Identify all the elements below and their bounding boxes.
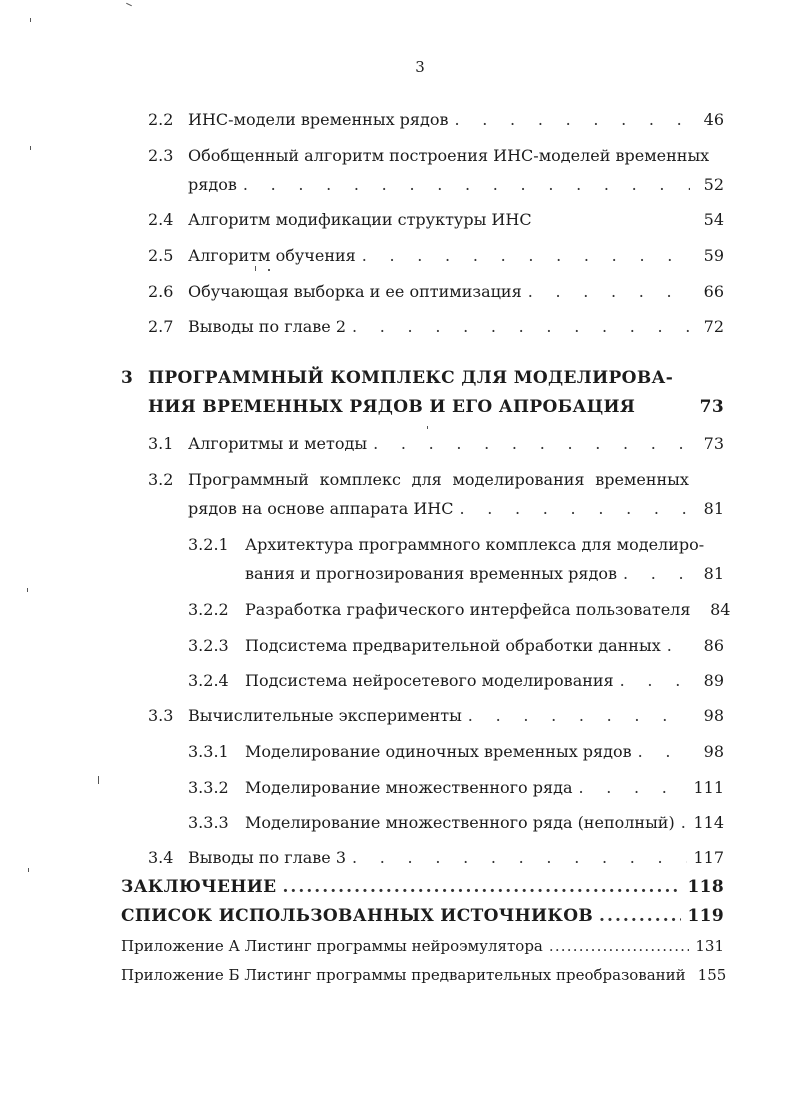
subsection-title: Моделирование множественного ряда — [245, 778, 573, 797]
toc-references[interactable] — [121, 906, 724, 926]
section-title-line2: рядов на основе аппарата ИНС — [188, 499, 454, 518]
toc-entry-2-7[interactable] — [148, 317, 724, 336]
toc-conclusion[interactable] — [121, 877, 724, 897]
section-title: Вычислительные эксперименты — [188, 706, 462, 725]
subsection-title: Подсистема нейросетевого моделирования — [245, 671, 614, 690]
dot-leader — [578, 778, 687, 797]
section-title: Алгоритмы и методы — [188, 434, 368, 453]
page-number: 3 — [415, 58, 425, 76]
section-title: ИНС-модели временных рядов — [188, 110, 449, 129]
scan-speck — [28, 868, 29, 872]
dot-leader — [352, 848, 687, 867]
section-title-line1: Программный комплекс для моделирования временных — [188, 470, 689, 489]
subsection-title-line1: Архитектура программного комплекса для моделиро- — [245, 535, 705, 554]
dot-leader — [599, 906, 681, 926]
page-ref: 84 — [710, 600, 731, 619]
subsection-number: 3.2.4 — [188, 671, 229, 690]
page-ref: 81 — [703, 499, 724, 518]
toc-entry-3-2-2[interactable] — [188, 600, 731, 619]
section-title: Выводы по главе 2 — [188, 317, 347, 336]
page-ref: 81 — [703, 564, 724, 583]
toc-entry-3-3-1[interactable] — [188, 742, 724, 761]
toc-entry-2-5[interactable] — [148, 246, 724, 265]
subsection-number: 3.2.3 — [188, 636, 229, 655]
page-ref: 59 — [703, 246, 724, 265]
page-ref: 98 — [703, 742, 724, 761]
scan-speck — [427, 426, 428, 429]
toc-entry-2-2[interactable] — [148, 110, 724, 129]
section-title: Выводы по главе 3 — [188, 848, 347, 867]
subsection-number: 3.3.1 — [188, 742, 229, 761]
references-title: СПИСОК ИСПОЛЬЗОВАННЫХ ИСТОЧНИКОВ — [121, 906, 594, 926]
dot-leader — [243, 175, 690, 194]
section-number: 3.1 — [148, 434, 174, 453]
page-ref: 86 — [703, 636, 724, 655]
chapter-title-line1: ПРОГРАММНЫЙ КОМПЛЕКС ДЛЯ МОДЕЛИРОВА- — [148, 368, 674, 388]
toc-entry-3-2[interactable] — [148, 470, 689, 489]
toc-entry-3-2-1-cont[interactable] — [245, 564, 724, 583]
page-ref: 119 — [687, 906, 724, 926]
page-ref: 46 — [703, 110, 724, 129]
scan-speck — [27, 588, 28, 592]
subsection-title: Подсистема предварительной обработки данных — [245, 636, 661, 655]
dot-leader — [638, 742, 690, 761]
toc-entry-2-6[interactable] — [148, 282, 724, 301]
chapter-title-line2: НИЯ ВРЕМЕННЫХ РЯДОВ И ЕГО АПРОБАЦИЯ — [148, 397, 636, 417]
appendix-a-title: Приложение А Листинг программы нейроэмулятора — [121, 937, 543, 955]
dot-leader — [528, 282, 690, 301]
toc-chapter-3-cont[interactable] — [148, 397, 724, 417]
scan-speck — [98, 776, 99, 784]
section-number: 2.3 — [148, 146, 174, 165]
toc-entry-3-3[interactable] — [148, 706, 724, 725]
section-number: 3.4 — [148, 848, 174, 867]
toc-entry-2-4[interactable] — [148, 210, 724, 229]
conclusion-title: ЗАКЛЮЧЕНИЕ — [121, 877, 277, 897]
page-ref: 66 — [703, 282, 724, 301]
section-title: Алгоритм обучения — [188, 246, 356, 265]
subsection-number: 3.2.2 — [188, 600, 229, 619]
section-number: 2.4 — [148, 210, 174, 229]
page-ref: 114 — [693, 813, 724, 832]
section-number: 2.2 — [148, 110, 174, 129]
toc-entry-3-2-cont[interactable] — [188, 499, 724, 518]
dot-leader — [352, 317, 690, 336]
subsection-title: Разработка графического интерфейса пользователя — [245, 600, 691, 619]
dot-leader — [455, 110, 691, 129]
dot-leader — [623, 564, 690, 583]
dot-leader — [282, 877, 681, 897]
toc-chapter-3[interactable] — [121, 368, 724, 388]
toc-entry-3-2-1[interactable] — [188, 535, 705, 554]
toc-entry-2-3[interactable] — [148, 146, 710, 165]
section-number: 2.7 — [148, 317, 174, 336]
section-number: 2.6 — [148, 282, 174, 301]
scan-speck — [268, 269, 270, 271]
toc-entry-3-2-4[interactable] — [188, 671, 724, 690]
page-ref: 118 — [687, 877, 724, 897]
dot-leader — [620, 671, 690, 690]
page-ref: 52 — [703, 175, 724, 194]
subsection-number: 3.3.3 — [188, 813, 229, 832]
page-ref: 72 — [703, 317, 724, 336]
dot-leader — [459, 499, 690, 518]
chapter-number: 3 — [121, 368, 134, 388]
scan-speck — [30, 146, 31, 150]
section-title: Обучающая выборка и ее оптимизация — [188, 282, 522, 301]
section-title-line1: Обобщенный алгоритм построения ИНС-моделей временных — [188, 146, 710, 165]
dot-leader — [681, 813, 688, 832]
page-ref: 117 — [693, 848, 724, 867]
dot-leader — [667, 636, 690, 655]
dot-leader — [549, 937, 689, 955]
scan-speck — [30, 18, 31, 22]
page-ref: 73 — [699, 397, 724, 417]
toc-entry-2-3-cont[interactable] — [188, 175, 724, 194]
toc-appendix-b[interactable] — [121, 966, 727, 984]
section-number: 2.5 — [148, 246, 174, 265]
page-ref: 89 — [703, 671, 724, 690]
page-ref: 98 — [703, 706, 724, 725]
page-ref: 73 — [703, 434, 724, 453]
section-title-line2: рядов — [188, 175, 237, 194]
subsection-title: Моделирование множественного ряда (неполный) — [245, 813, 675, 832]
subsection-number: 3.3.2 — [188, 778, 229, 797]
toc-appendix-a[interactable] — [121, 937, 724, 955]
section-number: 3.3 — [148, 706, 174, 725]
toc-entry-3-3-3[interactable] — [188, 813, 724, 832]
section-title: Алгоритм модификации структуры ИНС — [188, 210, 532, 229]
page-ref: 111 — [693, 778, 724, 797]
dot-leader — [373, 434, 690, 453]
dot-leader — [468, 706, 690, 725]
subsection-number: 3.2.1 — [188, 535, 229, 554]
toc-entry-3-1[interactable] — [148, 434, 724, 453]
scan-speck — [255, 266, 256, 271]
page-ref: 155 — [697, 966, 727, 984]
dot-leader — [362, 246, 690, 265]
page-ref: 131 — [695, 937, 724, 955]
section-number: 3.2 — [148, 470, 174, 489]
appendix-b-title: Приложение Б Листинг программы предварительных преобразований — [121, 966, 686, 984]
page-ref: 54 — [703, 210, 724, 229]
subsection-title: Моделирование одиночных временных рядов — [245, 742, 632, 761]
toc-entry-3-3-2[interactable] — [188, 778, 724, 797]
subsection-title-line2: вания и прогнозирования временных рядов — [245, 564, 617, 583]
scan-speck — [126, 3, 132, 6]
toc-entry-3-4[interactable] — [148, 848, 724, 867]
toc-entry-3-2-3[interactable] — [188, 636, 724, 655]
